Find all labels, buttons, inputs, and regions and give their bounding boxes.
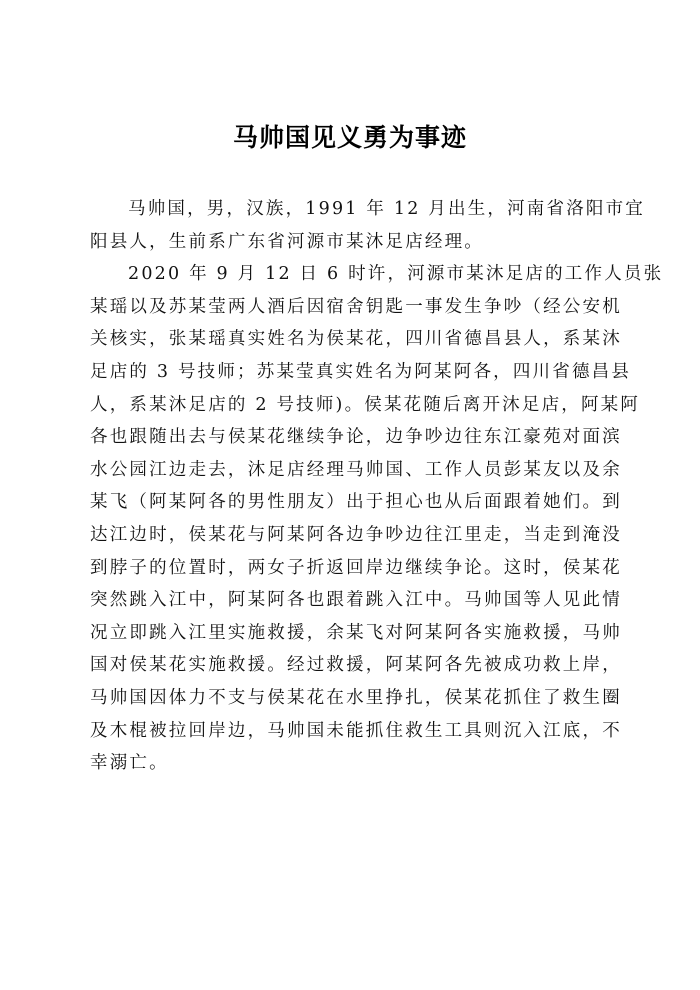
text-line: 足店的 3 号技师；苏某莹真实姓名为阿某阿各，四川省德昌县 — [90, 361, 632, 382]
text-line: 突然跳入江中，阿某阿各也跟着跳入江中。马帅国等人见此情 — [90, 590, 622, 611]
paragraph-1 — [90, 193, 645, 258]
text-line: 关核实，张某瑶真实姓名为侯某花，四川省德昌县人，系某沐 — [90, 329, 622, 350]
text-line: 马帅国因体力不支与侯某花在水里挣扎，侯某花抓住了救生圈 — [90, 687, 622, 708]
text-line: 2020 年 9 月 12 日 6 时许，河源市某沐足店的工作人员张 — [128, 264, 664, 285]
text-line: 国对侯某花实施救援。经过救援，阿某阿各先被成功救上岸， — [90, 655, 622, 676]
text-line: 某瑶以及苏某莹两人酒后因宿舍钥匙一事发生争吵（经公安机 — [90, 296, 622, 317]
text-line: 及木棍被拉回岸边，马帅国未能抓住救生工具则沉入江底，不 — [90, 720, 622, 741]
text-line: 马帅国，男，汉族，1991 年 12 月出生，河南省洛阳市宜 — [128, 199, 645, 219]
text-line: 各也跟随出去与侯某花继续争论，边争吵边往东江豪苑对面滨 — [90, 427, 622, 448]
text-line: 水公园江边走去，沐足店经理马帅国、工作人员彭某友以及余 — [90, 459, 622, 480]
text-line: 况立即跳入江里实施救援，余某飞对阿某阿各实施救援，马帅 — [90, 622, 622, 643]
text-line: 某飞（阿某阿各的男性朋友）出于担心也从后面跟着她们。到 — [90, 492, 622, 513]
document-title: 马帅国见义勇为事迹 — [232, 123, 467, 152]
text-line: 人，系某沐足店的 2 号技师)。侯某花随后离开沐足店，阿某阿 — [90, 394, 641, 415]
paragraph-2 — [90, 258, 664, 780]
text-line: 到脖子的位置时，两女子折返回岸边继续争论。这时，侯某花 — [90, 557, 622, 578]
text-line: 达江边时，侯某花与阿某阿各边争吵边往江里走，当走到淹没 — [90, 524, 622, 545]
text-line: 阳县人，生前系广东省河源市某沐足店经理。 — [90, 231, 484, 252]
text-line: 幸溺亡。 — [90, 753, 169, 774]
document-body — [90, 193, 664, 780]
